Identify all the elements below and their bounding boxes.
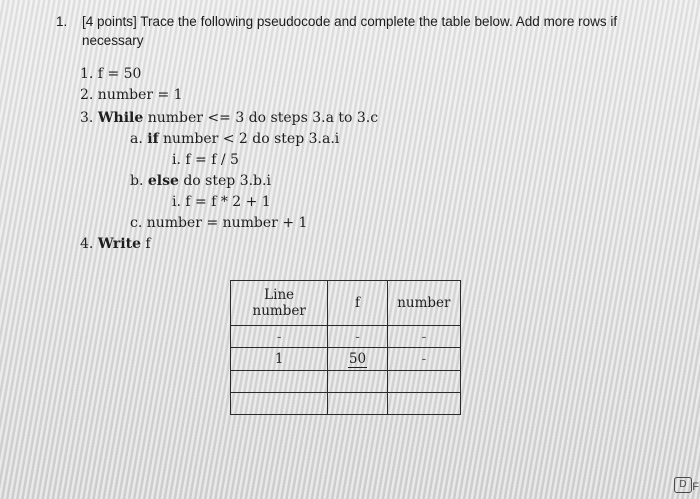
code-line-3b-rest: do step 3.b.i xyxy=(178,173,271,189)
table-header-row xyxy=(231,281,461,326)
while-keyword: While xyxy=(97,110,144,126)
watermark-logo-icon: D xyxy=(674,477,692,493)
code-line-3a-label: a. xyxy=(130,131,143,147)
table-cell: - xyxy=(387,326,460,348)
table-row xyxy=(231,370,461,392)
code-line-3bi: i. f = f * 2 + 1 xyxy=(172,194,271,210)
if-keyword: if xyxy=(147,131,159,147)
code-line-3b xyxy=(130,171,271,192)
code-line-3ai: i. f = f / 5 xyxy=(172,152,239,168)
header-number: number xyxy=(387,281,460,326)
code-line-3a-rest: number < 2 do step 3.a.i xyxy=(158,131,340,147)
trace-table xyxy=(230,280,461,415)
header-line-number xyxy=(231,281,328,326)
table-cell: 1 xyxy=(231,348,328,370)
table-cell xyxy=(328,370,387,392)
code-line-3a xyxy=(130,129,339,150)
table-cell xyxy=(231,370,328,392)
table-cell: - xyxy=(387,348,460,370)
table-cell: - xyxy=(328,326,387,348)
table-cell xyxy=(387,392,460,414)
table-cell xyxy=(328,348,387,370)
table-cell xyxy=(387,370,460,392)
code-line-3 xyxy=(80,108,378,129)
question-number: 1. xyxy=(56,14,68,29)
code-line-3-rest: number <= 3 do steps 3.a to 3.c xyxy=(143,110,379,126)
write-keyword: Write xyxy=(97,236,141,252)
table-cell xyxy=(328,392,387,414)
table-row xyxy=(231,326,461,348)
code-line-3-number: 3. xyxy=(80,110,94,126)
table-row xyxy=(231,348,461,370)
code-line-4-number: 4. xyxy=(80,236,94,252)
header-f: f xyxy=(328,281,387,326)
code-line-4-rest: f xyxy=(140,236,151,252)
table-cell xyxy=(231,392,328,414)
code-line-3b-label: b. xyxy=(130,173,144,189)
code-line-3c: c. number = number + 1 xyxy=(130,215,308,231)
table-row xyxy=(231,392,461,414)
code-line-1: 1. f = 50 xyxy=(80,66,142,82)
header-line-number-line1: Line xyxy=(264,287,295,304)
table-cell: - xyxy=(231,326,328,348)
table-cell-value: 50 xyxy=(348,351,367,368)
code-line-4 xyxy=(80,234,151,255)
code-line-2: 2. number = 1 xyxy=(80,87,183,103)
watermark-letter: F xyxy=(692,481,699,493)
question-text: [4 points] Trace the following pseudocode and complete the table below. Add more rows if necessary xyxy=(82,14,618,48)
else-keyword: else xyxy=(147,173,179,189)
header-line-number-line2: number xyxy=(252,303,306,320)
